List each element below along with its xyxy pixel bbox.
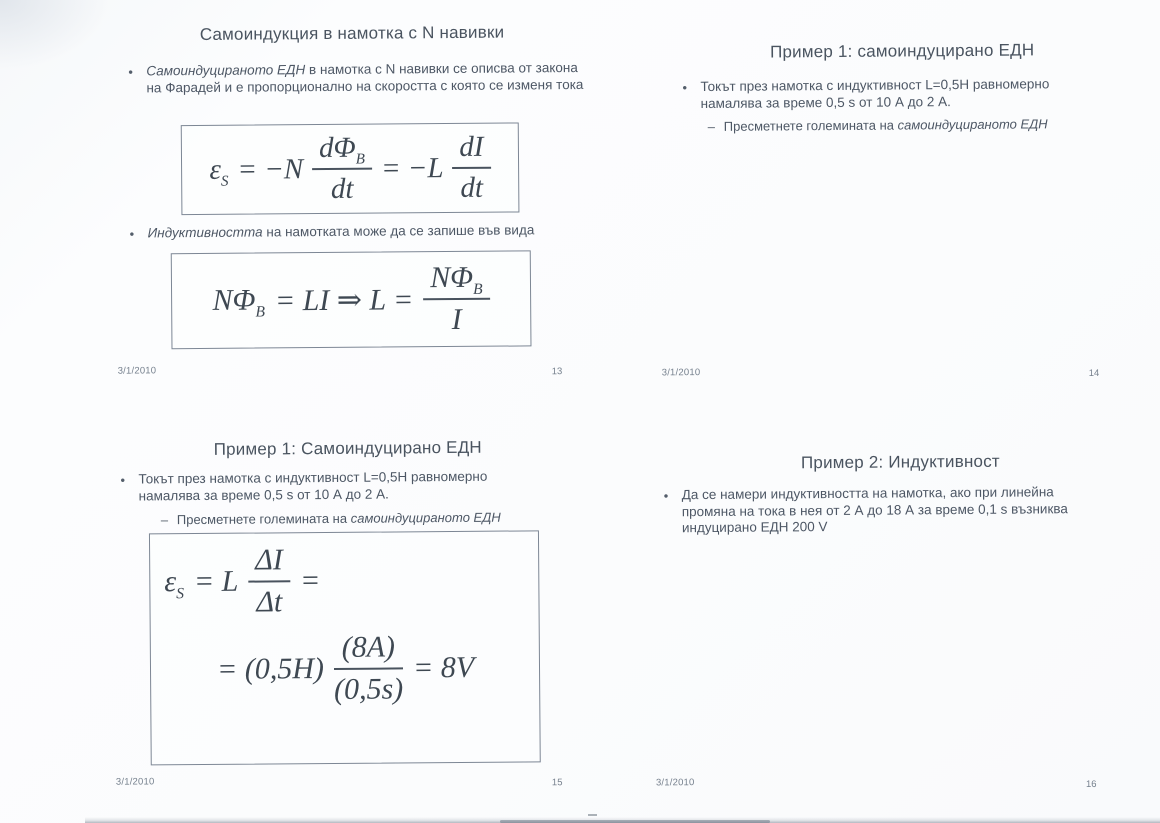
- sub-bullet-rest: Пресметнете големината на: [723, 117, 898, 134]
- slide-14-title: Пример 1: самоиндуцирано ЕДН: [769, 40, 1035, 62]
- dash-icon: –: [160, 512, 169, 528]
- slide-16-bullet-1: [664, 484, 1114, 537]
- bullet-rest: в намотка с N навивки се описва от закона на Фарадей и е пропорционално на скоростта с която се изменя тока: [146, 60, 584, 95]
- fraction-dphi-dt: [312, 132, 372, 206]
- denominator: dt: [460, 171, 484, 204]
- slide-13-bullet-2: [130, 222, 590, 243]
- result: = 8V: [412, 650, 475, 685]
- fraction-di-dt: [452, 131, 491, 205]
- sub-bullet-rest: Пресметнете големината на: [176, 510, 351, 528]
- dash-icon: –: [707, 118, 716, 134]
- slide-15: [95, 425, 603, 791]
- operator: =: [299, 564, 321, 598]
- denominator: (0,5s): [333, 672, 404, 706]
- denominator: dt: [330, 172, 354, 205]
- bullet-text: [148, 222, 590, 242]
- bullet-icon: •: [129, 226, 135, 242]
- fraction-nphi-i: [423, 261, 490, 338]
- operator: = L: [193, 564, 239, 599]
- numerator: $N\Phi_B$: [423, 261, 490, 301]
- operator: = LI ⇒ L =: [274, 282, 414, 317]
- slide-14-bullet-1: [682, 76, 1102, 112]
- denominator: Δt: [256, 585, 283, 619]
- sub-bullet-text: [177, 510, 501, 529]
- slide-13-title: Самоиндукция в намотка с N навивки: [199, 22, 505, 44]
- formula-self-induced-emf: [181, 122, 520, 215]
- denominator: I: [451, 302, 462, 337]
- sub-bullet-emphasis: самоиндуцираното ЕДН: [350, 509, 501, 526]
- slide-date: 3/1/2010: [117, 365, 157, 377]
- bullet-emphasis: Индуктивността: [147, 224, 263, 241]
- slide-page-number: 14: [1088, 367, 1100, 380]
- fraction-deltai-deltat: [248, 543, 290, 619]
- numerator: dI: [452, 131, 490, 169]
- epsilon-term: $\varepsilon_S$: [164, 565, 185, 603]
- slide-date: 3/1/2010: [661, 367, 701, 379]
- slide-16: [650, 439, 1153, 793]
- sub-bullet-text: [724, 116, 1048, 135]
- slide-page-number: 13: [551, 366, 563, 378]
- bullet-icon: •: [120, 472, 126, 488]
- operator: = −N: [237, 152, 304, 186]
- formula-emf-calculation: [149, 530, 541, 765]
- sub-bullet-emphasis: самоиндуцираното ЕДН: [897, 116, 1048, 133]
- fraction-8a-05s: [334, 630, 404, 707]
- slide-15-bullet-1: [120, 468, 560, 504]
- numerator: (8A): [334, 630, 403, 670]
- slide-date: 3/1/2010: [655, 777, 695, 789]
- bullet-icon: •: [128, 64, 133, 80]
- slide-page-number: 15: [551, 777, 563, 789]
- nphi-term: $N\Phi_B$: [212, 283, 266, 321]
- bullet-text: [146, 60, 588, 96]
- bullet-icon: •: [682, 80, 688, 96]
- slide-date: 3/1/2010: [115, 776, 155, 788]
- numerator: $d\Phi_B$: [312, 132, 372, 170]
- bullet-emphasis: Самоиндуцираното ЕДН: [146, 62, 306, 79]
- slide-13: [92, 16, 605, 382]
- formula-row: [182, 123, 519, 214]
- slide-14: [652, 25, 1155, 381]
- slide-15-title: Пример 1: Самоиндуцирано ЕДН: [213, 437, 482, 459]
- bullet-text: Да се намери индуктивността на намотка, ако при линейна промяна на тока в нея от 2 А до 18 А за време 0,1 s възниква индуцирано ЕДН 200 V: [681, 484, 1068, 536]
- epsilon-term: $\varepsilon_S$: [209, 153, 229, 190]
- bullet-icon: •: [663, 488, 669, 504]
- slide-page-number: 16: [1085, 778, 1097, 791]
- formula-inductance-definition: [171, 250, 532, 349]
- slide-14-sub-bullet: [708, 116, 1118, 135]
- formula-row-1: [164, 541, 539, 620]
- formula-row: [172, 251, 531, 348]
- slide-15-sub-bullet: [161, 509, 581, 528]
- numerator: ΔI: [248, 543, 290, 582]
- bullet-rest: на намотката може да се запише във вида: [262, 222, 535, 240]
- slide-13-bullet-1: [128, 60, 588, 97]
- formula-row-2: [165, 629, 540, 708]
- operator: = −L: [380, 151, 444, 185]
- slide-16-title: Пример 2: Индуктивност: [800, 451, 1000, 473]
- bullet-text: Токът през намотка с индуктивност L=0,5H равномерно намалява за време 0,5 s от 10 А до 2 А.: [138, 468, 488, 503]
- bullet-text: Токът през намотка с индуктивност L=0,5H равномерно намалява за време 0,5 s от 10 А до 2 А.: [700, 76, 1050, 111]
- operand: = (0,5H): [216, 652, 325, 686]
